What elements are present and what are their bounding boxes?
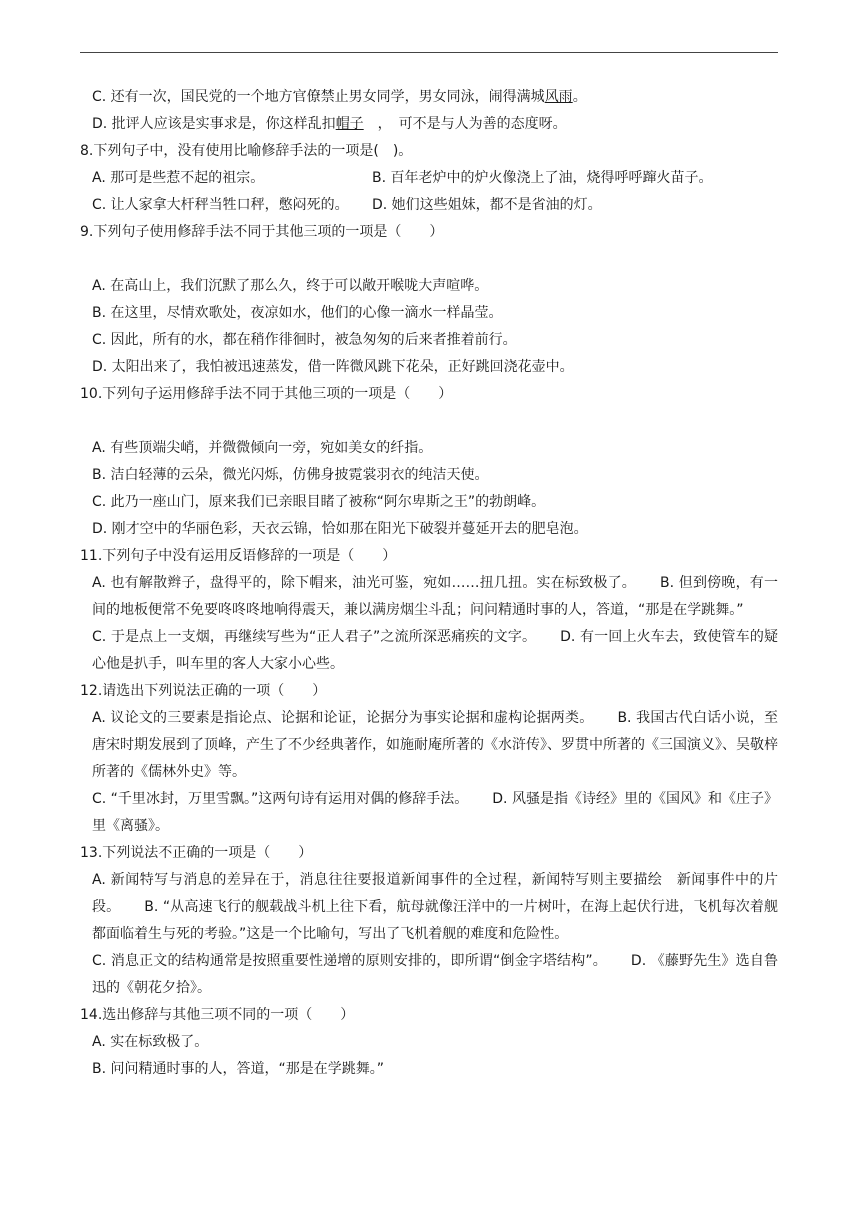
q7-option-c-text: C. 还有一次，国民党的一个地方官僚禁止男女同学，男女同泳，闹得满城 <box>92 89 545 105</box>
q14-stem: 14.选出修辞与其他三项不同的一项（ ） <box>80 1007 355 1023</box>
q9-option-b: B. 在这里，尽情欢歌处，夜凉如水，他们的心像一滴水一样晶莹。 <box>92 305 503 321</box>
q11-options-ab <box>80 570 778 624</box>
q8-options-row-1 <box>80 165 778 192</box>
q7-option-d <box>80 111 778 138</box>
q12-options-ab <box>80 705 778 786</box>
q9-stem: 9.下列句子使用修辞手法不同于其他三项的一项是（ ） <box>80 224 444 240</box>
q13-stem: 13.下列说法不正确的一项是（ ） <box>80 845 313 861</box>
q7-option-c-underlined: 风雨 <box>544 89 573 105</box>
question-13 <box>80 840 778 1002</box>
question-12 <box>80 678 778 840</box>
q12-stem: 12.请选出下列说法正确的一项（ ） <box>80 683 327 699</box>
q11-option-d: D. 有一回上火车去，致使管车的疑心他是扒手，叫车里的客人大家小心些。 <box>92 629 778 672</box>
q7-option-c-end: 。 <box>572 89 587 105</box>
q10-option-c: C. 此乃一座山门，原来我们已亲眼目睹了被称“阿尔卑斯之王”的勃朗峰。 <box>92 494 546 510</box>
q7-option-d-text: D. 批评人应该是实事求是，你这样乱扣 <box>92 116 336 132</box>
q13-option-d: D. 《藤野先生》选自鲁迅的《朝花夕拾》。 <box>92 953 778 996</box>
q10-option-a: A. 有些顶端尖峭，并微微倾向一旁，宛如美女的纤指。 <box>92 440 433 456</box>
q13-option-b: B. “从高速飞行的舰载战斗机上往下看，航母就像汪洋中的一片树叶，在海上起伏行进，飞机每次着舰都面临着生与死的考验。”这是一个比喻句，写出了飞机着舰的难度和危险性。 <box>92 899 778 942</box>
q8-stem: 8.下列句子中，没有使用比喻修辞手法的一项是( )。 <box>80 143 413 159</box>
q10-option-d: D. 刚才空中的华丽色彩，天衣云锦，恰如那在阳光下破裂并蔓延开去的肥皂泡。 <box>92 521 588 537</box>
question-8 <box>80 138 778 219</box>
q12-options-cd <box>80 786 778 840</box>
question-list <box>80 84 778 1083</box>
q8-option-b: B. 百年老炉中的炉火像浇上了油，烧得呼呼蹿火苗子。 <box>372 170 713 186</box>
q13-options-cd <box>80 948 778 1002</box>
q14-option-b: B. 问问精通时事的人，答道，“那是在学跳舞。” <box>92 1061 385 1077</box>
header-rule <box>80 52 778 53</box>
q11-option-b: B. 但到傍晚，有一间的地板便常不免要咚咚咚地响得震天，兼以满房烟尘斗乱；问问精通时事的人，答道，“那是在学跳舞。” <box>92 575 778 618</box>
q14-option-a: A. 实在标致极了。 <box>92 1034 209 1050</box>
question-14 <box>80 1002 778 1083</box>
question-9 <box>80 219 778 381</box>
q12-option-c: C. “千里冰封，万里雪飘。”这两句诗有运用对偶的修辞手法。 <box>92 791 469 807</box>
q8-option-a: A. 那可是些惹不起的祖宗。 <box>92 170 265 186</box>
q9-option-a: A. 在高山上，我们沉默了那么久，终于可以敞开喉咙大声喧哗。 <box>92 278 489 294</box>
q12-option-b: B. 我国古代白话小说，至唐宋时期发展到了顶峰，产生了不少经典著作，如施耐庵所著的《水浒传》、罗贯中所著的《三国演义》、吴敬梓所著的《儒林外史》等。 <box>92 710 778 780</box>
q13-options-ab <box>80 867 778 948</box>
q7-option-d-underlined: 帽子 <box>335 116 364 132</box>
q8-option-c: C. 让人家拿大杆秤当牲口秤，憋闷死的。 <box>92 197 349 213</box>
q13-option-c: C. 消息正文的结构通常是按照重要性递增的原则安排的，即所谓“倒金字塔结构”。 <box>92 953 607 969</box>
q10-option-b: B. 洁白轻薄的云朵，微光闪烁，仿佛身披霓裳羽衣的纯洁天使。 <box>92 467 489 483</box>
q8-option-d: D. 她们这些姐妹，都不是省油的灯。 <box>372 197 602 213</box>
question-7 <box>80 84 778 138</box>
answer-gap <box>80 408 778 435</box>
q11-option-a: A. 也有解散辫子，盘得平的，除下帽来，油光可鉴，宛如……扭几扭。实在标致极了。 <box>92 575 637 591</box>
q12-option-d: D. 风骚是指《诗经》里的《国风》和《庄子》里《离骚》。 <box>92 791 778 834</box>
q12-option-a: A. 议论文的三要素是指论点、论据和论证，论据分为事实论据和虚构论据两类。 <box>92 710 594 726</box>
question-10 <box>80 381 778 543</box>
q10-stem: 10.下列句子运用修辞手法不同于其他三项的一项是（ ） <box>80 386 453 402</box>
q9-option-c: C. 因此，所有的水，都在稍作徘徊时，被急匆匆的后来者推着前行。 <box>92 332 517 348</box>
answer-gap <box>80 246 778 273</box>
q11-option-c: C. 于是点上一支烟，再继续写些为“正人君子”之流所深恶痛疾的文字。 <box>92 629 537 645</box>
question-11 <box>80 543 778 678</box>
q11-options-cd <box>80 624 778 678</box>
q7-option-c <box>80 84 778 111</box>
q9-option-d: D. 太阳出来了，我怕被迅速蒸发，借一阵微风跳下花朵，正好跳回浇花壶中。 <box>92 359 574 375</box>
q13-option-a: A. 新闻特写与消息的差异在于，消息往往要报道新闻事件的全过程，新闻特写则主要描绘 新闻事件中的片段。 <box>92 872 778 915</box>
q8-options-row-2 <box>80 192 778 219</box>
q7-option-d-end: ， 可不是与人为善的态度呀。 <box>363 116 567 132</box>
q11-stem: 11.下列句子中没有运用反语修辞的一项是（ ） <box>80 548 397 564</box>
